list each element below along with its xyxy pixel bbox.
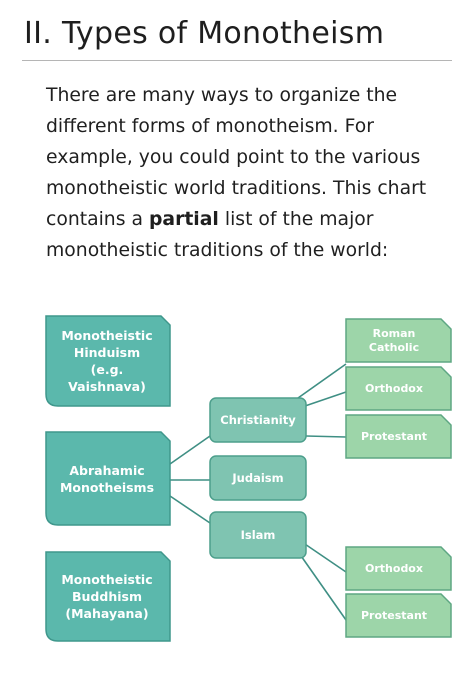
intro-line: monotheistic traditions of the world:: [46, 240, 389, 261]
monotheism-diagram: [0, 300, 475, 680]
box-protestant-islam: [346, 594, 451, 637]
diagram-canvas: [0, 300, 475, 680]
box-islam: [210, 512, 306, 558]
box-roman-catholic: [346, 319, 451, 362]
label-judaism: Judaism: [232, 470, 284, 485]
box-abrahamic: [46, 432, 170, 525]
intro-paragraph: [46, 80, 456, 266]
label-islam: Islam: [240, 527, 276, 542]
connector-christianity-orthodox: [305, 392, 346, 406]
box-christianity: [210, 398, 306, 442]
box-orthodox-islam: [346, 547, 451, 590]
intro-text: list of the major: [218, 209, 374, 230]
label-abrahamic: Abrahamic Monotheisms: [59, 462, 155, 495]
connector-abrahamic-islam: [170, 496, 210, 523]
box-buddhism: [46, 552, 170, 641]
label-protestant-islam: Protestant: [360, 608, 428, 622]
page-title: II. Types of Monotheism: [24, 16, 385, 51]
box-protestant-christian: [346, 415, 451, 458]
label-protestant-christian: Protestant: [360, 429, 428, 443]
intro-line: different forms of monotheism. For: [46, 116, 374, 137]
box-judaism: [210, 456, 306, 500]
box-orthodox-christian: [346, 367, 451, 410]
label-hinduism: Monotheistic Hinduism (e.g. Vaishnava): [61, 328, 153, 394]
label-buddhism: Monotheistic Buddhism (Mahayana): [61, 572, 153, 621]
connector-christianity-protestant: [306, 436, 346, 437]
intro-line: monotheistic world traditions. This chart: [46, 178, 427, 199]
intro-line: [46, 204, 456, 235]
connector-islam-protestant: [299, 553, 346, 620]
intro-emphasis: partial: [148, 209, 219, 230]
intro-line: example, you could point to the various: [46, 147, 421, 168]
intro-line: There are many ways to organize the: [46, 85, 398, 106]
connector-christianity-catholic: [298, 364, 346, 398]
label-roman-catholic: Roman Catholic: [368, 326, 420, 354]
label-orthodox-christian: Orthodox: [365, 381, 423, 395]
label-christianity: Christianity: [220, 412, 296, 427]
label-orthodox-islam: Orthodox: [365, 561, 423, 575]
connector-abrahamic-christianity: [170, 436, 210, 464]
box-hinduism: [46, 316, 170, 406]
title-divider: [22, 60, 452, 61]
intro-text: contains a: [46, 209, 149, 230]
